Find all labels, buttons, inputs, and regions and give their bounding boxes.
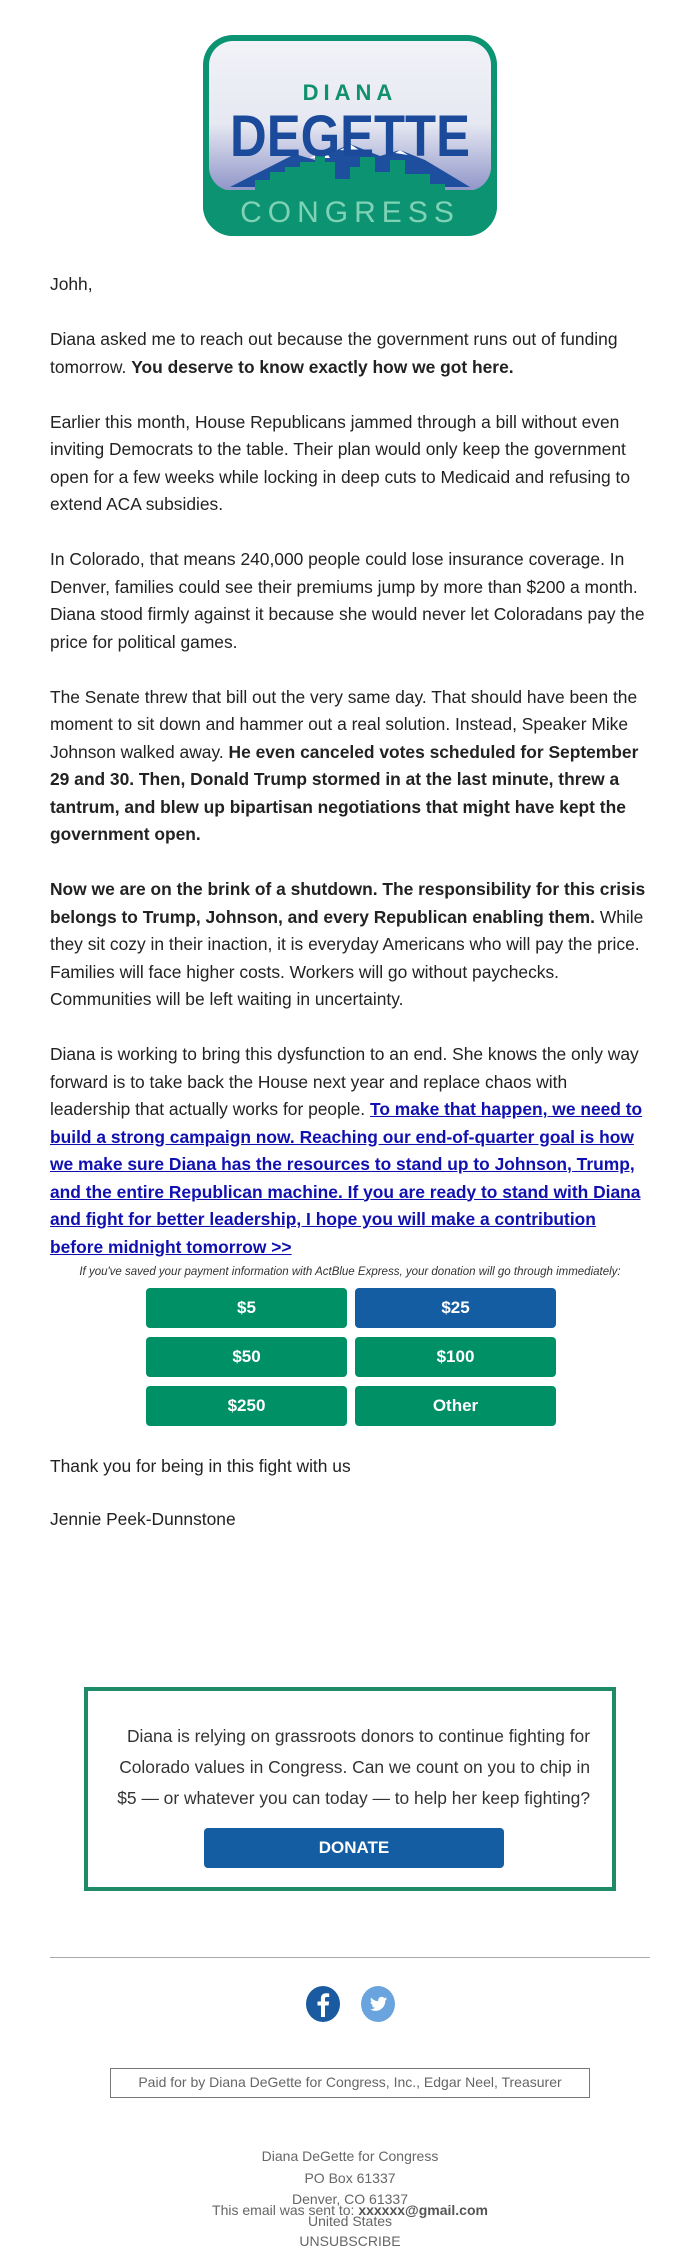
paid-for-disclaimer: Paid for by Diana DeGette for Congress, Inc., Edgar Neel, Treasurer — [110, 2068, 590, 2098]
paragraph-1: Diana asked me to reach out because the government runs out of funding tomorrow. You deserve to know exactly how we got here. — [50, 329, 618, 377]
mailing-address — [0, 2146, 700, 2232]
callout-text: Diana is relying on grassroots donors to continue fighting for Colorado values in Congress. Can we count on you to chip in $5 — or whatever you can today — to help her keep fighting? — [117, 1726, 590, 1808]
donate-other-button[interactable]: Other — [355, 1386, 556, 1426]
paragraph-3: In Colorado, that means 240,000 people could lose insurance coverage. In Denver, families could see their premiums jump by more than $200 a month. Diana stood firmly against it because she would never let Coloradans pay the price for political games. — [50, 549, 645, 652]
logo-congress: CONGRESS — [240, 196, 460, 229]
address-line: Diana DeGette for Congress — [261, 2148, 439, 2164]
logo-degette: DEGETTE — [230, 104, 470, 169]
donate-100-button[interactable]: $100 — [355, 1337, 556, 1377]
greeting: Johh, — [50, 274, 93, 294]
facebook-icon[interactable] — [305, 1986, 341, 2022]
unsubscribe-link[interactable]: UNSUBSCRIBE — [299, 2233, 401, 2249]
donate-5-button[interactable]: $5 — [146, 1288, 347, 1328]
twitter-icon[interactable] — [360, 1986, 396, 2022]
address-line: PO Box 61337 — [304, 2169, 396, 2186]
footer-divider — [50, 1957, 650, 1958]
donation-buttons — [146, 1288, 556, 1426]
logo-diana: DIANA — [302, 80, 398, 105]
donate-50-button[interactable]: $50 — [146, 1337, 347, 1377]
closing-thanks: Thank you for being in this fight with us — [50, 1456, 351, 1476]
paragraph-4: The Senate threw that bill out the very same day. That should have been the moment to sit down and hammer out a real solution. Instead, Speaker Mike Johnson walked away. He even canceled votes scheduled for September 29 and 30. Then, Donald Trump stormed in at the last minute, threw a tantrum, and blew up bipartisan negotiations that might have kept the government open. — [50, 686, 639, 844]
email-body — [50, 271, 650, 1289]
contribute-link[interactable]: To make that happen, we need to build a strong campaign now. Reaching our end-of-quarter goal is how we make sure Diana has the resources to stand up to Johnson, Trump, and the entire Republican machine. If you are ready to stand with Diana and fight for better leadership, I hope you will make a contribution before midnight tomorrow >> — [50, 1099, 643, 1257]
address-line: United States — [307, 2212, 393, 2229]
donate-25-button[interactable]: $25 — [355, 1288, 556, 1328]
address-line: Denver, CO 61337 — [292, 2191, 408, 2207]
recipient-email: xxxxxx@gmail.com — [358, 2202, 488, 2218]
donate-250-button[interactable]: $250 — [146, 1386, 347, 1426]
signature: Jennie Peek-Dunnstone — [50, 1509, 236, 1529]
paragraph-6: Diana is working to bring this dysfunction to an end. She knows the only way forward is to take back the House next year and replace chaos with leadership that actually works for people. To make that happen, we need to build a strong campaign now. Reaching our end-of-quarter goal is how we make sure Diana has the resources to stand up to Johnson, Trump, and the entire Republican machine. If you are ready to stand with Diana and fight for better leadership, I hope you will make a contribution before midnight tomorrow >> — [50, 1044, 643, 1257]
callout-box — [84, 1687, 616, 1891]
paragraph-2: Earlier this month, House Republicans jammed through a bill without even inviting Democrats to the table. Their plan would only keep the government open for a few weeks while locking in deep cuts to Medicaid and refusing to extend ACA subsidies. — [50, 411, 631, 514]
campaign-logo — [200, 32, 500, 239]
sent-to: This email was sent to: xxxxxx@gmail.com — [212, 2202, 488, 2218]
paragraph-5: Now we are on the brink of a shutdown. The responsibility for this crisis belongs to Trump, Johnson, and every Republican enabling them. While they sit cozy in their inaction, it is everyday Americans who will pay the price. Families will face higher costs. Workers will go without paychecks. Communities will be left waiting in uncertainty. — [50, 879, 646, 1009]
actblue-note: If you've saved your payment information with ActBlue Express, your donation will go through immediately: — [79, 1266, 621, 1278]
donate-button[interactable]: DONATE — [204, 1828, 504, 1868]
